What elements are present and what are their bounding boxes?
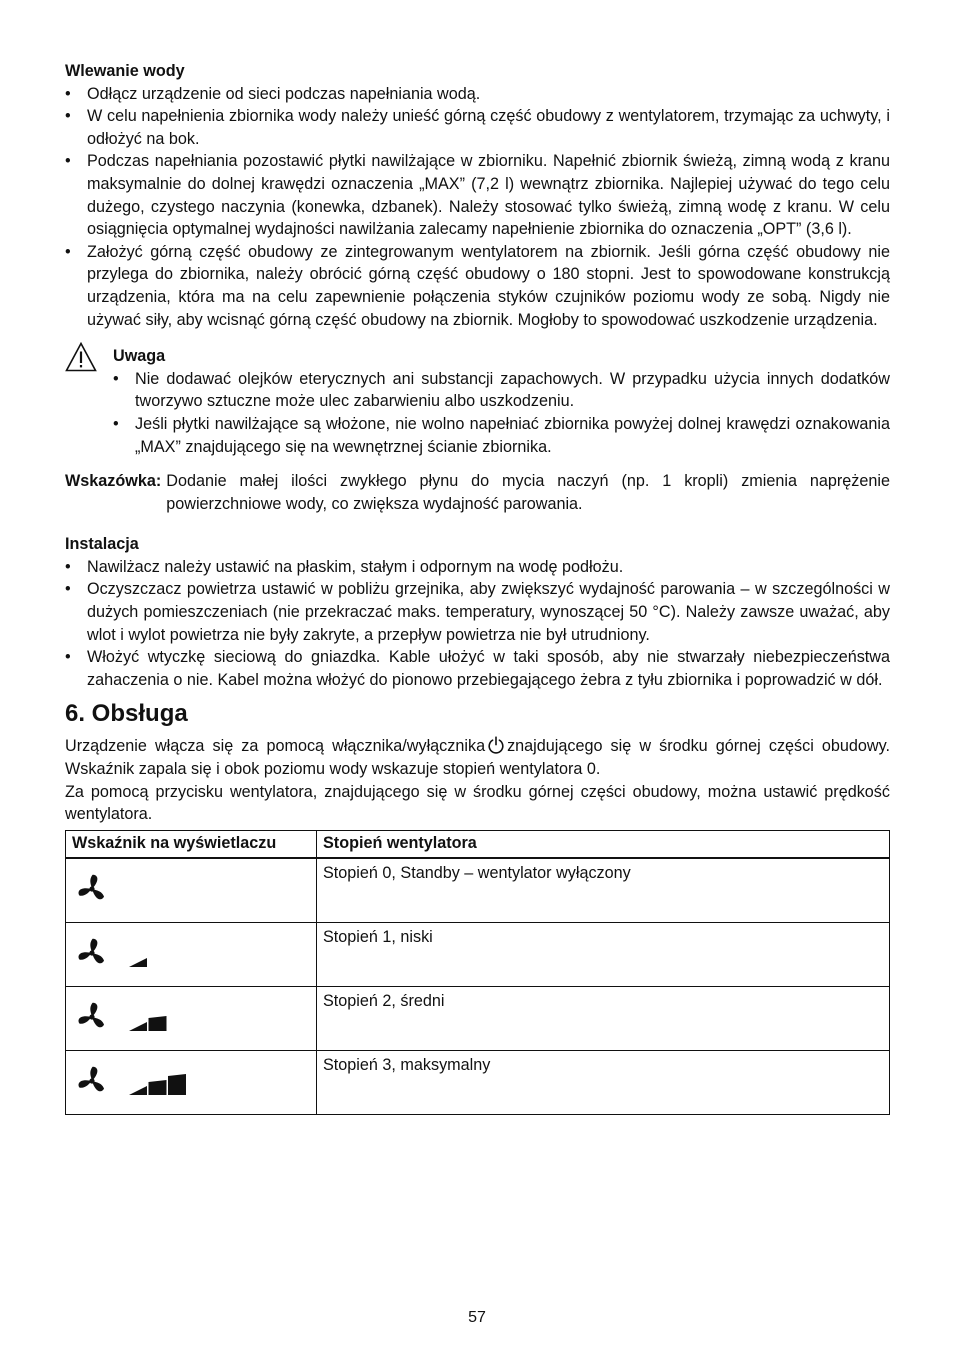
list-item: • Oczyszczacz powietrza ustawić w pobliżu grzejnika, aby zwiększyć wydajność parowania – w szczególności w dużych pomieszczeniach (nie przekraczać maks. temperatury, wynoszącej 50 °C). Należy zawsze uważać, aby wlot i wylot powietrza nie były zakryte, a przepływ powietrza nie był utrudniony. [65,578,890,646]
speed-bar [168,1074,186,1095]
fan-level-description: Stopień 1, niski [317,922,890,986]
list-item: • Nie dodawać olejków eterycznych ani substancji zapachowych. W przypadku użycia innych dodatków tworzywo sztuczne może ulec zabarwieniu albo uszkodzeniu. [113,368,890,413]
speed-bars-icon [129,1016,167,1031]
speed-bar [149,1016,167,1031]
list-item: • Włożyć wtyczkę sieciową do gniazdka. Kable ułożyć w taki sposób, aby nie stwarzały niebezpieczeństwa zahaczenia o nie. Kabel można włożyć do pionowo przebiegającego żebra z tyłu zbiornika i poprowadzić w dół. [65,646,890,691]
operation-heading: 6. Obsługa [65,700,188,728]
table-row [66,858,890,923]
page-number: 57 [468,1309,486,1326]
operation-paragraph-1 [65,735,890,780]
fan-icon [77,874,105,901]
fan-level-symbol [66,923,303,980]
operation-paragraph-2: Za pomocą przycisku wentylatora, znajdującego się w środku górnej części obudowy, można ustawić prędkość wentylatora. [65,782,890,824]
fan-level-description: Stopień 2, średni [317,986,890,1050]
table-row [66,986,890,1050]
speed-bar [129,958,147,967]
fan-level-symbol [66,1051,303,1108]
list-item: • Jeśli płytki nawilżające są włożone, nie wolno napełniać zbiornika powyżej dolnej krawędzi oznakowania „MAX” znajdującego się na wewnętrznej ścianie zbiornika. [113,413,890,458]
fan-level-description: Stopień 0, Standby – wentylator wyłączony [317,858,890,923]
list-item: • Nawilżacz należy ustawić na płaskim, stałym i odpornym na wodę podłożu. [65,556,890,579]
warning-list [113,368,890,458]
table-row [66,922,890,986]
warning-triangle-icon [65,342,97,372]
warning-title: Uwaga [113,347,166,366]
fan-speed-table [65,830,890,1115]
speed-bars-icon [129,958,147,967]
fan-icon [77,938,105,965]
fan-icon [77,1002,105,1029]
column-header-fan-level: Stopień wentylatora [317,830,890,858]
power-icon [487,736,505,754]
display-symbol-cell [66,1050,317,1114]
installation-heading: Instalacja [65,535,139,554]
display-symbol-cell [66,858,317,923]
column-header-display: Wskaźnik na wyświetlaczu [66,830,317,858]
operation-text-before-icon: Urządzenie włącza się za pomocą włącznika/wyłącznika [65,737,486,756]
list-item: • Podczas napełniania pozostawić płytki nawilżające w zbiorniku. Napełnić zbiornik świeżą, zimną wodą z kranu maksymalnie do dolnej krawędzi oznaczenia „MAX” (7,2 l) wewnątrz zbiornika. Najlepiej używać do tego celu dużego, czystego naczynia (konewka, dzbanek). Należy stosować tylko świeżą, zimną wodę z kranu. W celu osiągnięcia optymalnej wydajności nawilżania zalecamy napełnienie zbiornika do oznaczenia „OPT” (3,6 l). [65,150,890,240]
table-header-row [66,830,890,858]
speed-bar [129,1022,147,1031]
hint-block [65,470,890,515]
fan-level-description: Stopień 3, maksymalny [317,1050,890,1114]
display-symbol-cell [66,986,317,1050]
water-filling-heading: Wlewanie wody [65,62,185,80]
speed-bar [129,1086,147,1095]
fan-level-symbol [66,859,303,916]
document-page [65,60,890,1115]
installation-list [65,556,890,692]
list-item: • W celu napełnienia zbiornika wody należy unieść górną część obudowy z wentylatorem, trzymając za uchwyty, i odłożyć na bok. [65,105,890,150]
operation-text-after-icon: znajdującego się w środku górnej części obudowy. Wskaźnik zapala się i obok poziomu wody wskazuje stopień wentylatora 0. [65,737,890,779]
table-row [66,1050,890,1114]
list-item: • Założyć górną część obudowy ze zintegrowanym wentylatorem na zbiornik. Jeśli górna część obudowy nie przylega do zbiornika, należy obrócić górną część obudowy o 180 stopni. Jest to spowodowane konstrukcją urządzenia, która ma na celu zapewnienie połączenia styków czujników poziomu wody ze sobą. Nigdy nie używać siły, aby wcisnąć górną część obudowy na zbiornik. Mogłoby to spowodować uszkodzenie urządzenia. [65,241,890,331]
hint-label: Wskazówka: [65,472,162,491]
speed-bar [149,1080,167,1095]
display-symbol-cell [66,922,317,986]
warning-block [65,345,890,458]
hint-text: Dodanie małej ilości zwykłego płynu do mycia naczyń (np. 1 kropli) zmienia naprężenie powierzchniowe wody, co zwiększa wydajność parowania. [166,472,890,513]
fan-icon [77,1066,105,1093]
list-item: • Odłącz urządzenie od sieci podczas napełniania wodą. [65,83,890,106]
fan-level-symbol [66,987,303,1044]
water-filling-list [65,83,890,332]
speed-bars-icon [129,1074,186,1095]
